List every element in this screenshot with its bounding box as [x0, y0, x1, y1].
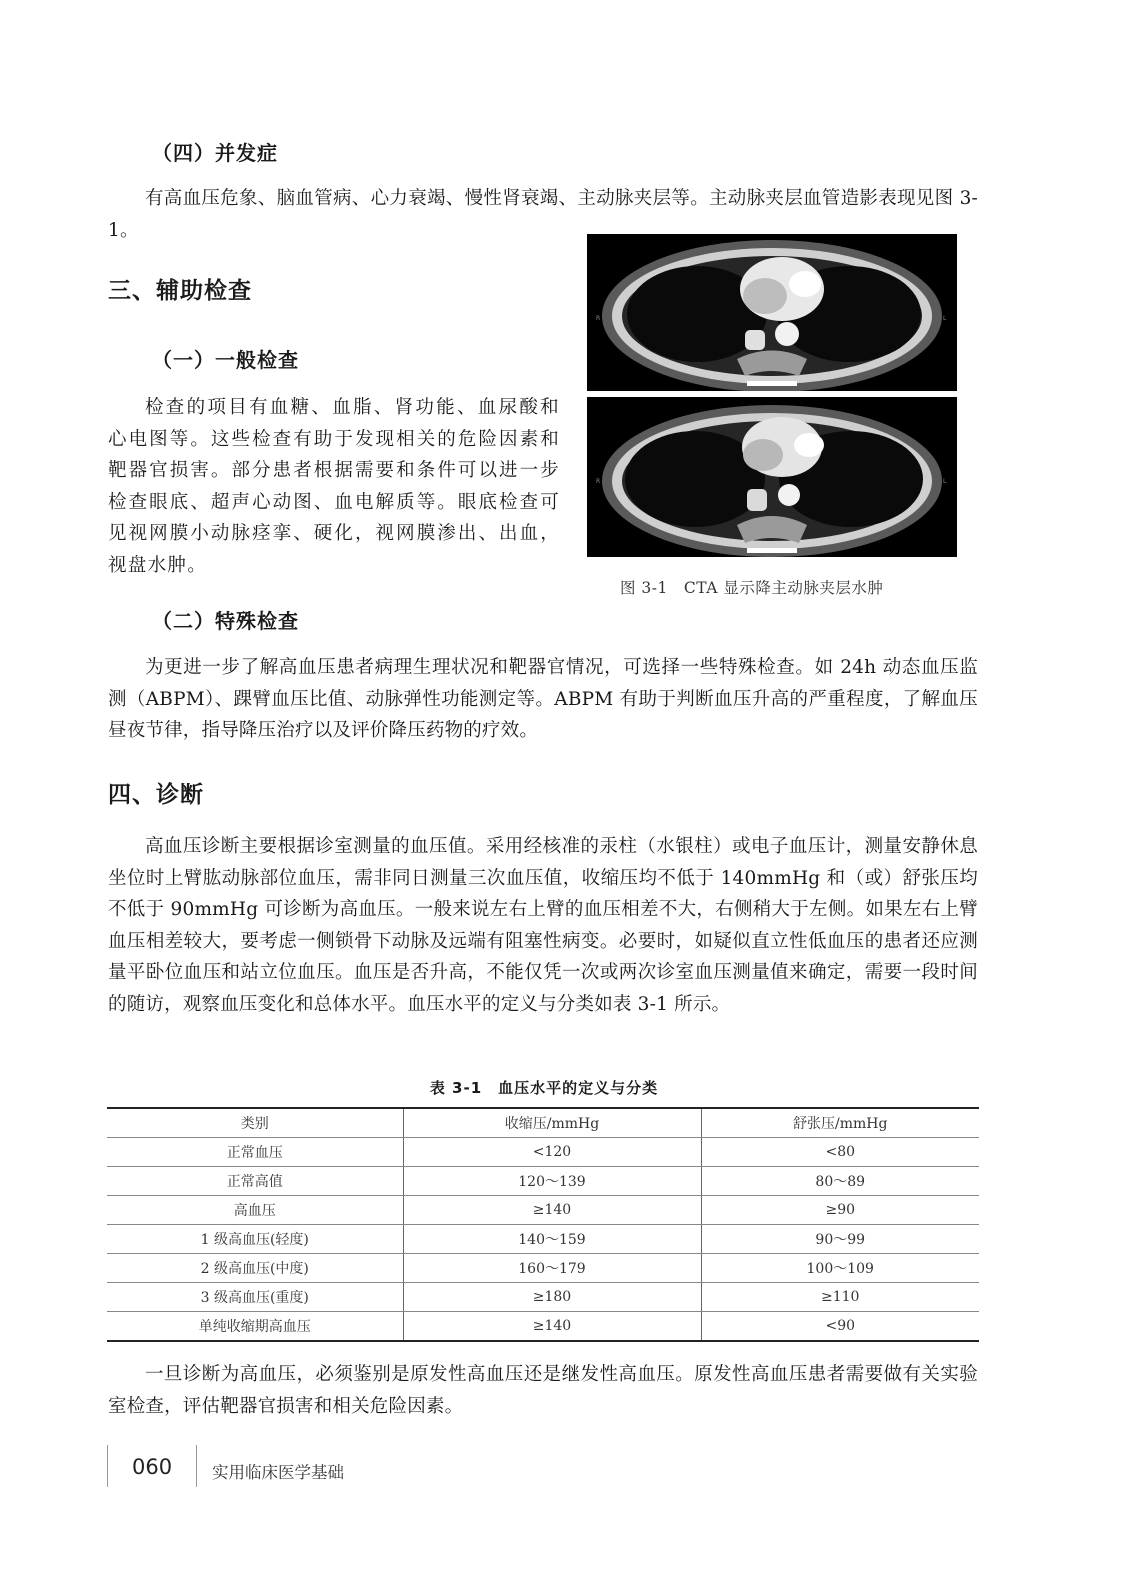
bp-table-wrapper — [107, 1107, 979, 1342]
table-row — [107, 1138, 979, 1167]
page-number: 060 — [132, 1455, 173, 1479]
table-cell-diastolic: 80～89 — [701, 1167, 979, 1196]
table-cell-category: 正常高值 — [107, 1167, 403, 1196]
table-cell-systolic: 120～139 — [403, 1167, 701, 1196]
ct-image-upper — [587, 234, 957, 391]
paragraph-general-exam — [108, 392, 560, 581]
paragraph-complications-text: 有高血压危象、脑血管病、心力衰竭、慢性肾衰竭、主动脉夹层等。主动脉夹层血管造影表现见图 3-1。 — [108, 188, 978, 241]
table-cell-systolic: 160～179 — [403, 1254, 701, 1283]
table-row — [107, 1196, 979, 1225]
table-header-category: 类别 — [107, 1108, 403, 1138]
table-cell-systolic: <120 — [403, 1138, 701, 1167]
ct-upper-label-l: L — [943, 315, 947, 322]
table-cell-category: 2 级高血压(中度) — [107, 1254, 403, 1283]
table-cell-category: 高血压 — [107, 1196, 403, 1225]
table-row — [107, 1283, 979, 1312]
heading-section-4: 四、诊断 — [108, 782, 204, 808]
table-cell-systolic: ≥140 — [403, 1312, 701, 1342]
table-cell-category: 单纯收缩期高血压 — [107, 1312, 403, 1342]
figure-caption: 图 3-1 CTA 显示降主动脉夹层水肿 — [620, 579, 884, 597]
table-header-systolic: 收缩压/mmHg — [403, 1108, 701, 1138]
table-cell-systolic: ≥140 — [403, 1196, 701, 1225]
table-cell-systolic: 140～159 — [403, 1225, 701, 1254]
heading-general-exam: （一）一般检查 — [152, 348, 299, 372]
paragraph-diagnosis-text: 高血压诊断主要根据诊室测量的血压值。采用经核准的汞柱（水银柱）或电子血压计，测量安静休息坐位时上臂肱动脉部位血压，需非同日测量三次血压值，收缩压均不低于 140mmHg 和（或）舒张压均不低于 90mmHg 可诊断为高血压。一般来说左右上臂的血压相差不大，右侧稍大于左侧。如果左右上臂血压相差较大，要考虑一侧锁骨下动脉及远端有阻塞性病变。必要时，如疑似直立性低血压的患者还应测量平卧位血压和站立位血压。血压是否升高，不能仅凭一次或两次诊室血压测量值来确定，需要一段时间的随访，观察血压变化和总体水平。血压水平的定义与分类如表 3-1 所示。 — [108, 836, 978, 1015]
heading-complications: （四）并发症 — [152, 141, 278, 165]
table-row — [107, 1312, 979, 1342]
table-cell-category: 1 级高血压(轻度) — [107, 1225, 403, 1254]
table-cell-category: 3 级高血压(重度) — [107, 1283, 403, 1312]
table-cell-category: 正常血压 — [107, 1138, 403, 1167]
footer-divider — [196, 1445, 197, 1487]
table-row — [107, 1225, 979, 1254]
paragraph-general-exam-text: 检查的项目有血糖、血脂、肾功能、血尿酸和心电图等。这些检查有助于发现相关的危险因素和靶器官损害。部分患者根据需要和条件可以进一步检查眼底、超声心动图、血电解质等。眼底检查可见视网膜小动脉痉挛、硬化，视网膜渗出、出血，视盘水肿。 — [108, 397, 560, 576]
paragraph-closing-text: 一旦诊断为高血压，必须鉴别是原发性高血压还是继发性高血压。原发性高血压患者需要做有关实验室检查，评估靶器官损害和相关危险因素。 — [108, 1364, 978, 1417]
ct-lower-label-r: R — [596, 478, 601, 485]
table-cell-diastolic: <80 — [701, 1138, 979, 1167]
ct-image-lower — [587, 397, 957, 557]
table-cell-systolic: ≥180 — [403, 1283, 701, 1312]
book-title: 实用临床医学基础 — [212, 1463, 344, 1482]
ct-upper-label-r: R — [596, 315, 601, 322]
table-header-diastolic: 舒张压/mmHg — [701, 1108, 979, 1138]
paragraph-closing — [108, 1359, 978, 1422]
paragraph-diagnosis — [108, 831, 978, 1020]
paragraph-special-exam-text: 为更进一步了解高血压患者病理生理状况和靶器官情况，可选择一些特殊检查。如 24h 动态血压监测（ABPM）、踝臂血压比值、动脉弹性功能测定等。ABPM 有助于判断血压升高的严重程度，了解血压昼夜节律，指导降压治疗以及评价降压药物的疗效。 — [108, 657, 978, 741]
table-cell-diastolic: <90 — [701, 1312, 979, 1342]
table-cell-diastolic: ≥110 — [701, 1283, 979, 1312]
paragraph-special-exam — [108, 652, 978, 747]
table-cell-diastolic: ≥90 — [701, 1196, 979, 1225]
table-caption: 表 3-1 血压水平的定义与分类 — [429, 1079, 659, 1097]
table-header-row — [107, 1108, 979, 1138]
table-row — [107, 1254, 979, 1283]
bp-classification-table — [107, 1107, 979, 1342]
ct-lower-label-l: L — [943, 478, 947, 485]
heading-special-exam: （二）特殊检查 — [152, 609, 299, 633]
table-row — [107, 1167, 979, 1196]
footer-left-rule — [107, 1445, 108, 1487]
heading-section-3: 三、辅助检查 — [108, 278, 252, 304]
table-cell-diastolic: 100～109 — [701, 1254, 979, 1283]
table-cell-diastolic: 90～99 — [701, 1225, 979, 1254]
